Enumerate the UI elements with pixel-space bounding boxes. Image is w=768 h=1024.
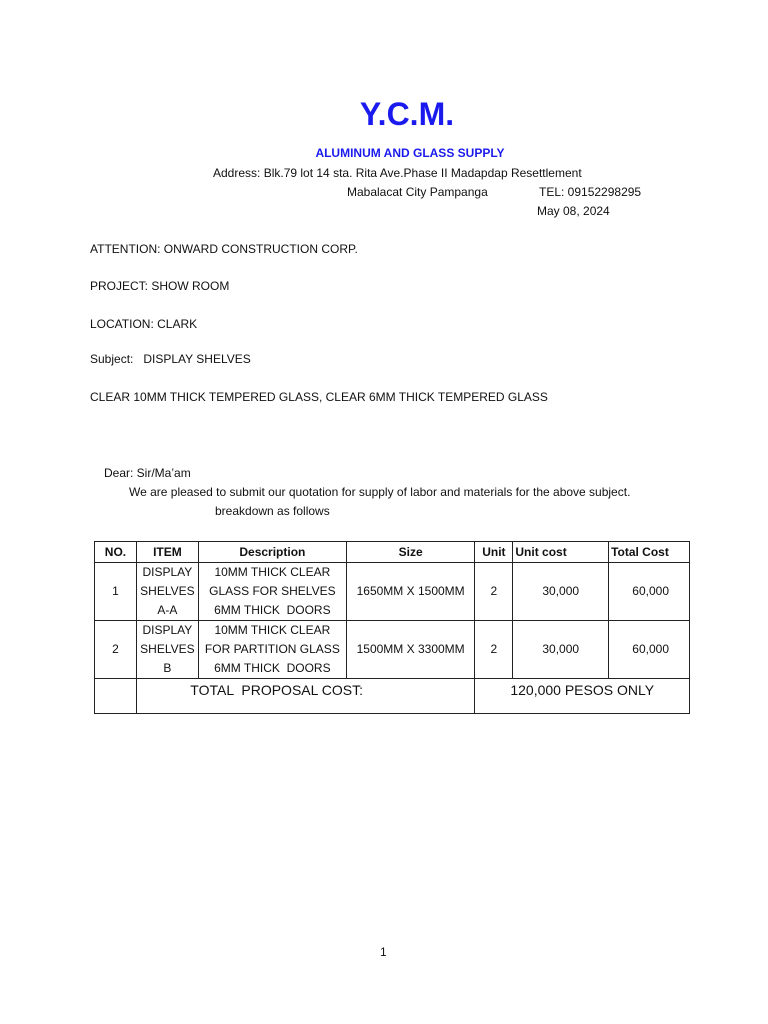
item-line: B: [163, 661, 172, 675]
desc-line: 6MM THICK DOORS: [214, 603, 331, 617]
cell-total-cost: 60,000: [609, 621, 690, 679]
address: Address: Blk.79 lot 14 sta. Rita Ave.Phase II Madapdap Resettlement: [213, 166, 582, 180]
total-value: 120,000 PESOS ONLY: [475, 679, 690, 714]
breakdown: breakdown as follows: [215, 504, 330, 518]
header-description: Description: [198, 542, 346, 563]
item-line: DISPLAY: [142, 623, 193, 637]
company-tagline: ALUMINUM AND GLASS SUPPLY: [315, 146, 505, 160]
total-label: TOTAL PROPOSAL COST:: [136, 679, 475, 714]
cell-unit: 2: [475, 563, 513, 621]
materials: CLEAR 10MM THICK TEMPERED GLASS, CLEAR 6MM THICK TEMPERED GLASS: [90, 390, 548, 404]
item-line: SHELVES: [140, 584, 195, 598]
cell-unit: 2: [475, 621, 513, 679]
subject: Subject: DISPLAY SHELVES: [90, 352, 251, 366]
item-line: A-A: [157, 603, 178, 617]
page-number: 1: [380, 945, 387, 959]
desc-line: GLASS FOR SHELVES: [209, 584, 336, 598]
cell-size: 1650MM X 1500MM: [346, 563, 475, 621]
city: Mabalacat City Pampanga: [347, 185, 488, 199]
cell-item: [136, 621, 198, 679]
cell-description: [198, 563, 346, 621]
cell-no: 2: [95, 621, 137, 679]
item-line: SHELVES: [140, 642, 195, 656]
cell-item: [136, 563, 198, 621]
table-row: [95, 563, 690, 621]
header-unit: Unit: [475, 542, 513, 563]
letter-body: We are pleased to submit our quotation for supply of labor and materials for the above subject.: [129, 485, 631, 499]
attention: ATTENTION: ONWARD CONSTRUCTION CORP.: [90, 242, 358, 256]
header-item: ITEM: [136, 542, 198, 563]
desc-line: 10MM THICK CLEAR: [214, 565, 331, 579]
header-size: Size: [346, 542, 475, 563]
telephone: TEL: 09152298295: [539, 185, 642, 199]
project: PROJECT: SHOW ROOM: [90, 279, 230, 293]
desc-line: 10MM THICK CLEAR: [214, 623, 331, 637]
desc-line: FOR PARTITION GLASS: [204, 642, 340, 656]
cell-size: 1500MM X 3300MM: [346, 621, 475, 679]
cell-total-cost: 60,000: [609, 563, 690, 621]
location: LOCATION: CLARK: [90, 317, 198, 331]
table-row: [95, 621, 690, 679]
total-row: [95, 679, 690, 714]
total-empty-cell: [95, 679, 137, 714]
cell-unit-cost: 30,000: [513, 621, 609, 679]
item-line: DISPLAY: [142, 565, 193, 579]
date: May 08, 2024: [537, 204, 610, 218]
header-total-cost: Total Cost: [609, 542, 690, 563]
cell-description: [198, 621, 346, 679]
desc-line: 6MM THICK DOORS: [214, 661, 331, 675]
header-unit-cost: Unit cost: [513, 542, 609, 563]
quotation-table: [94, 541, 690, 714]
table-header: [95, 542, 690, 563]
greeting: Dear: Sir/Ma’am: [104, 466, 191, 480]
cell-unit-cost: 30,000: [513, 563, 609, 621]
company-logo: Y.C.M.: [359, 96, 455, 132]
header-no: NO.: [95, 542, 137, 563]
cell-no: 1: [95, 563, 137, 621]
